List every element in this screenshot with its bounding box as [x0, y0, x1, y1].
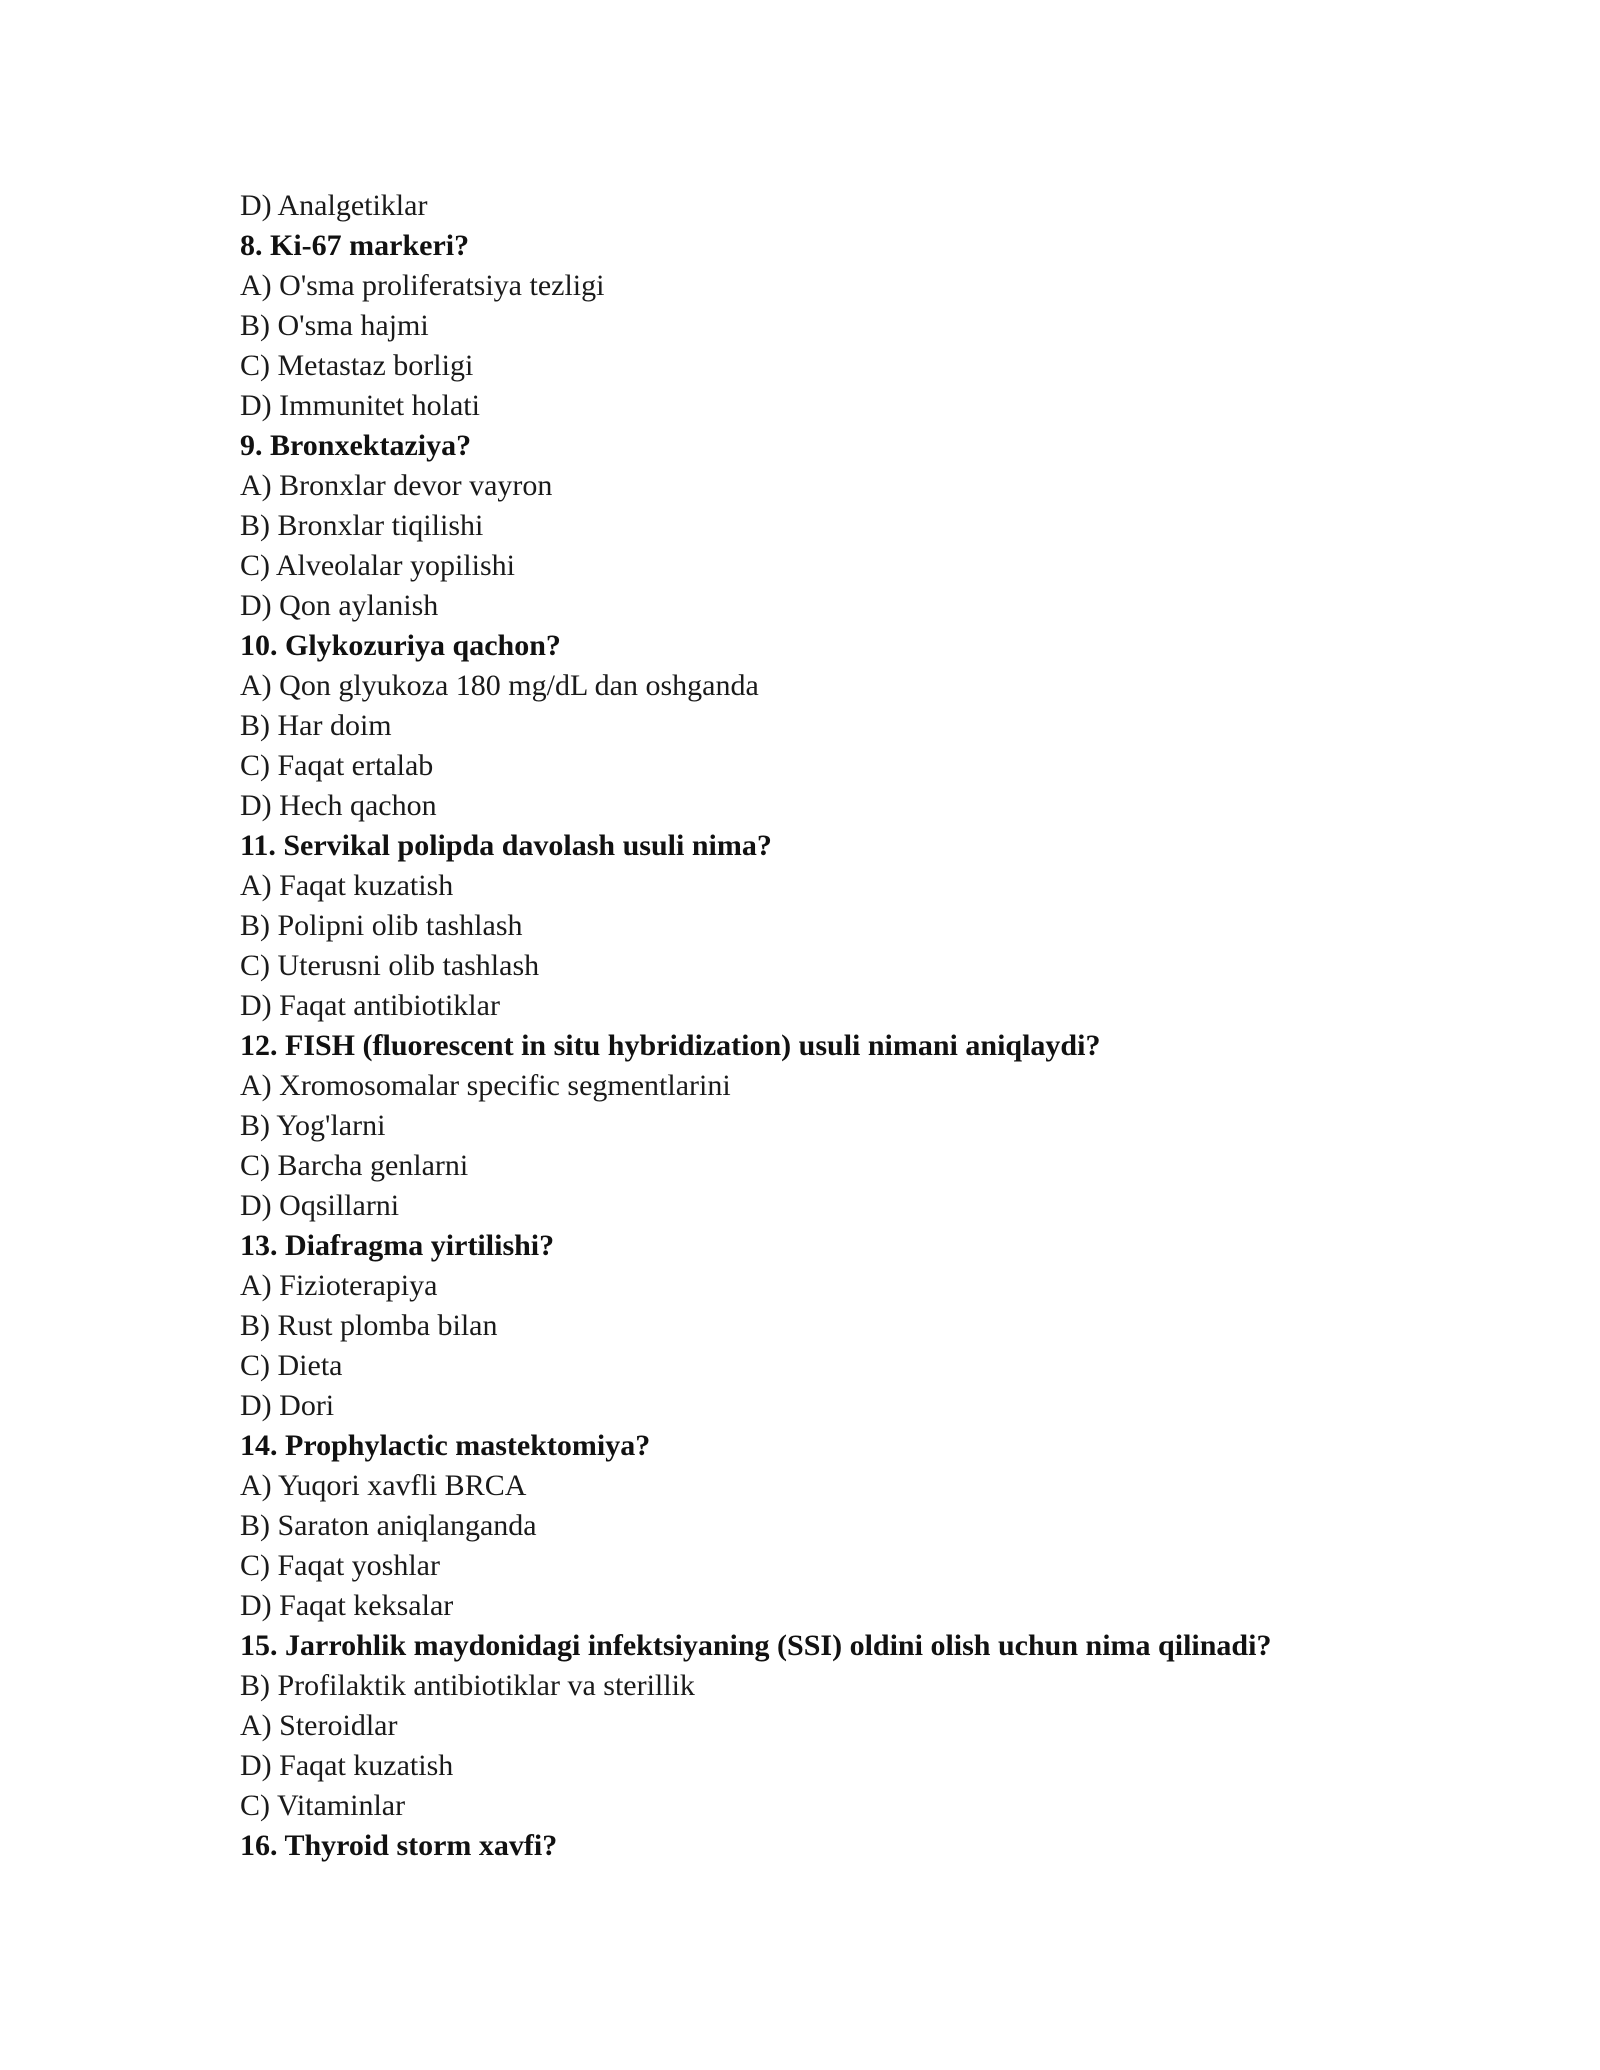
answer-option: C) Metastaz borligi — [240, 349, 474, 382]
answer-option: D) Analgetiklar — [240, 189, 428, 222]
answer-option: C) Alveolalar yopilishi — [240, 549, 515, 582]
question-heading: 14. Prophylactic mastektomiya? — [240, 1429, 651, 1462]
answer-option: A) Faqat kuzatish — [240, 869, 454, 902]
question-heading: 9. Bronxektaziya? — [240, 429, 472, 462]
answer-option: D) Faqat keksalar — [240, 1589, 454, 1622]
answer-option: A) Xromosomalar specific segmentlarini — [240, 1069, 731, 1102]
answer-option: D) Faqat antibiotiklar — [240, 989, 500, 1022]
question-heading: 11. Servikal polipda davolash usuli nima? — [240, 829, 772, 862]
answer-option: D) Oqsillarni — [240, 1189, 400, 1222]
answer-option: C) Uterusni olib tashlash — [240, 949, 540, 982]
answer-option: A) Fizioterapiya — [240, 1269, 438, 1302]
answer-option: D) Dori — [240, 1389, 335, 1422]
answer-option: C) Faqat yoshlar — [240, 1549, 440, 1582]
answer-option: B) Saraton aniqlanganda — [240, 1509, 537, 1542]
answer-option: D) Hech qachon — [240, 789, 437, 822]
question-heading: 8. Ki-67 markeri? — [240, 229, 470, 262]
answer-option: B) Profilaktik antibiotiklar va sterillik — [240, 1669, 695, 1702]
answer-option: C) Barcha genlarni — [240, 1149, 469, 1182]
answer-option: A) Qon glyukoza 180 mg/dL dan oshganda — [240, 669, 759, 702]
question-heading: 10. Glykozuriya qachon? — [240, 629, 561, 662]
question-heading: 13. Diafragma yirtilishi? — [240, 1229, 555, 1262]
question-list — [240, 186, 1440, 1866]
answer-option: D) Immunitet holati — [240, 389, 480, 422]
answer-option: A) O'sma proliferatsiya tezligi — [240, 269, 605, 302]
answer-option: B) Rust plomba bilan — [240, 1309, 498, 1342]
question-heading: 15. Jarrohlik maydonidagi infektsiyaning (SSI) oldini olish uchun nima qilinadi? — [240, 1629, 1272, 1662]
answer-option: B) Har doim — [240, 709, 392, 742]
answer-option: B) Yog'larni — [240, 1109, 386, 1142]
answer-option: A) Steroidlar — [240, 1709, 398, 1742]
answer-option: A) Bronxlar devor vayron — [240, 469, 553, 502]
answer-option: B) Polipni olib tashlash — [240, 909, 523, 942]
question-heading: 16. Thyroid storm xavfi? — [240, 1829, 558, 1862]
answer-option: D) Qon aylanish — [240, 589, 439, 622]
answer-option: A) Yuqori xavfli BRCA — [240, 1469, 527, 1502]
answer-option: B) O'sma hajmi — [240, 309, 429, 342]
question-heading: 12. FISH (fluorescent in situ hybridization) usuli nimani aniqlaydi? — [240, 1029, 1101, 1062]
answer-option: C) Dieta — [240, 1349, 343, 1382]
answer-option: B) Bronxlar tiqilishi — [240, 509, 484, 542]
answer-option: C) Faqat ertalab — [240, 749, 434, 782]
answer-option: D) Faqat kuzatish — [240, 1749, 454, 1782]
answer-option: C) Vitaminlar — [240, 1789, 406, 1822]
